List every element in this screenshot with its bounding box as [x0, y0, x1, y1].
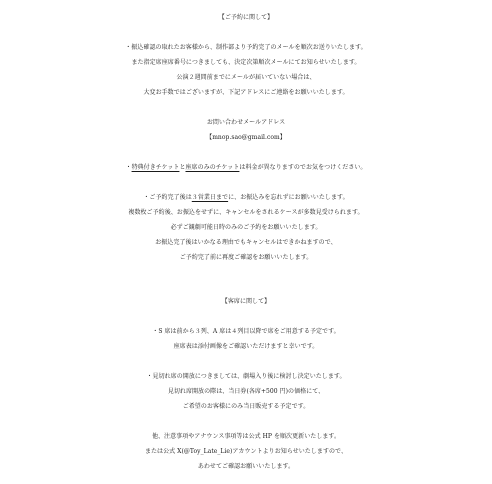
announcement-line: または公式 X(@Toy_Late_Lie)アカウントよりお知らせいたしますので、: [144, 448, 348, 455]
ticket-price-note: [0, 162, 492, 174]
payment-post: に、お振込みを忘れずにお願いいたします。: [228, 194, 349, 201]
payment-paragraph-line: 複数枚ご予約後、お振込をせずに、キャンセルをされるケースが多数見受けられます。: [128, 209, 364, 216]
ticket-type-bonus: 特典付きチケット: [131, 164, 180, 171]
seating-heading: 【客席に関して】: [221, 298, 271, 305]
reservation-paragraph-line: また指定席座席番号につきましても、決定次第順次メールにてお知らせいたします。: [131, 59, 361, 66]
reservation-paragraph-line: ・振込確認の取れたお客様から、制作部より予約完了のメールを順次お送りいたします。: [125, 44, 367, 51]
contact-email: 【mnop.sao@gmail.com】: [206, 134, 286, 141]
ticket-type-seat-only: 座席のみのチケット: [185, 164, 240, 171]
obstructed-seat-line: ・見切れ席の開放につきましては、劇場入り後に検討し決定いたします。: [146, 373, 346, 380]
payment-paragraph-line: 必ずご観劇可能日時のみのご予約をお願いいたします。: [170, 224, 322, 231]
reservation-paragraph-line: 公演２週間前までにメールが届いていない場合は、: [176, 74, 316, 81]
announcement-line: 他、注意事項やアナウンス事項等は公式 HP を順次更新いたします。: [151, 433, 341, 440]
note-suffix: は料金が異なりますのでお気をつけください。: [239, 164, 367, 171]
seat-info-line: 座席表は添付画像をご確認いただけますと幸いです。: [173, 343, 319, 350]
obstructed-seat-line: ご希望のお客様にのみ当日販売する予定です。: [182, 403, 310, 410]
announcement-line: あわせてご確認お願いいたします。: [197, 463, 295, 470]
seat-info-line: ・S 席は前から３列、A 席は４列目以降で席をご用意する予定です。: [152, 328, 340, 335]
reservation-paragraph-line: 大変お手数ではございますが、下記アドレスにご連絡をお願いいたします。: [143, 89, 349, 96]
reservation-heading: 【ご予約に関して】: [218, 14, 274, 21]
obstructed-seat-line: 見切れ席開放の際は、当日券(各席+500 円)の価格にて、: [167, 388, 325, 395]
payment-paragraph-line: ご予約完了前に再度ご確認をお願いいたします。: [179, 254, 313, 261]
note-connector: と: [179, 164, 186, 171]
payment-deadline-line: [0, 192, 492, 204]
payment-paragraph-line: お振込完了後はいかなる理由でもキャンセルはできかねますので、: [155, 239, 337, 246]
payment-pre: ・ご予約完了後は: [143, 194, 192, 201]
payment-deadline: ３営業日まで: [191, 194, 229, 201]
note-prefix: ・: [125, 164, 132, 171]
contact-label: お問い合わせメールアドレス: [206, 119, 286, 126]
